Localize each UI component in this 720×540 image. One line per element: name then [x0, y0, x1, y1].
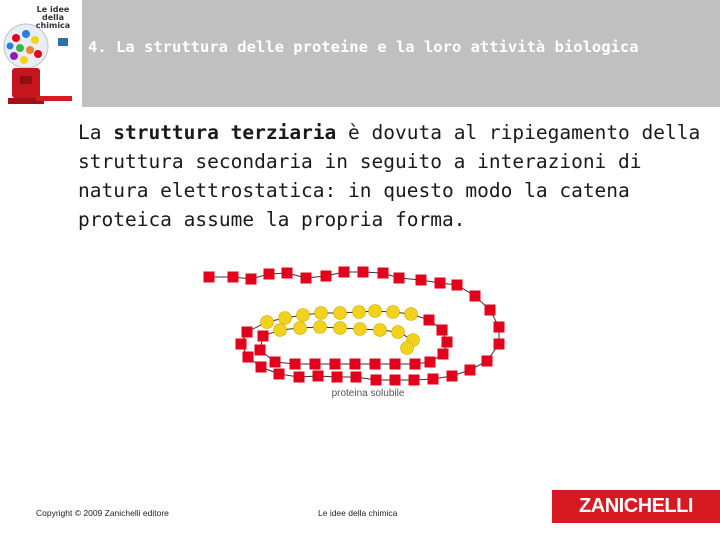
- amino-acid-square: [437, 325, 448, 336]
- amino-acid-circle: [392, 326, 405, 339]
- amino-acid-circle: [387, 306, 400, 319]
- footer-copyright: Copyright © 2009 Zanichelli editore: [36, 508, 169, 518]
- amino-acid-square: [294, 372, 305, 383]
- amino-acid-circle: [279, 312, 292, 325]
- amino-acid-square: [378, 268, 389, 279]
- body-text-bold: struttura terziaria: [113, 121, 337, 144]
- amino-acid-square: [435, 278, 446, 289]
- slide-title: 4. La struttura delle proteine e la loro attività biologica: [88, 38, 639, 56]
- amino-acid-square: [321, 271, 332, 282]
- chain-units: [204, 267, 505, 386]
- amino-acid-circle: [374, 324, 387, 337]
- amino-acid-square: [390, 375, 401, 386]
- amino-acid-circle: [405, 308, 418, 321]
- amino-acid-square: [390, 359, 401, 370]
- amino-acid-circle: [297, 309, 310, 322]
- amino-acid-square: [258, 331, 269, 342]
- amino-acid-square: [264, 269, 275, 280]
- body-paragraph: [78, 118, 708, 234]
- amino-acid-circle: [294, 322, 307, 335]
- amino-acid-square: [242, 327, 253, 338]
- amino-acid-square: [350, 359, 361, 370]
- figure-caption: proteina solubile: [331, 388, 405, 399]
- amino-acid-circle: [369, 305, 382, 318]
- amino-acid-circle: [315, 307, 328, 320]
- book-cover-title-line2: chimica: [35, 21, 71, 30]
- cover-red-band: [36, 96, 72, 101]
- book-cover-title: [28, 6, 78, 30]
- amino-acid-square: [228, 272, 239, 283]
- zanichelli-logo: ZANICHELLI: [552, 490, 720, 523]
- amino-acid-square: [255, 345, 266, 356]
- amino-acid-square: [470, 291, 481, 302]
- amino-acid-circle: [261, 316, 274, 329]
- amino-acid-square: [442, 337, 453, 348]
- amino-acid-square: [243, 352, 254, 363]
- amino-acid-square: [428, 374, 439, 385]
- amino-acid-square: [301, 273, 312, 284]
- amino-acid-circle: [353, 306, 366, 319]
- amino-acid-circle: [314, 321, 327, 334]
- header-bar: [0, 0, 720, 107]
- amino-acid-square: [494, 322, 505, 333]
- amino-acid-square: [494, 339, 505, 350]
- amino-acid-square: [410, 359, 421, 370]
- amino-acid-square: [425, 357, 436, 368]
- amino-acid-square: [447, 371, 458, 382]
- body-text-end: è dovuta al ripiegamento della struttura secondaria in seguito a interazioni di natura elettrostatica: in questo modo la catena proteica assume la propria forma.: [78, 121, 701, 231]
- amino-acid-square: [236, 339, 247, 350]
- amino-acid-square: [358, 267, 369, 278]
- amino-acid-square: [416, 275, 427, 286]
- amino-acid-square: [204, 272, 215, 283]
- amino-acid-square: [290, 359, 301, 370]
- amino-acid-square: [371, 375, 382, 386]
- amino-acid-circle: [334, 307, 347, 320]
- amino-acid-square: [313, 371, 324, 382]
- amino-acid-square: [332, 372, 343, 383]
- amino-acid-square: [370, 359, 381, 370]
- amino-acid-circle: [401, 342, 414, 355]
- amino-acid-square: [274, 369, 285, 380]
- amino-acid-square: [282, 268, 293, 279]
- tertiary-structure-diagram: [190, 262, 510, 392]
- publisher-mark: [58, 38, 68, 46]
- amino-acid-circle: [334, 322, 347, 335]
- amino-acid-square: [409, 375, 420, 386]
- amino-acid-square: [246, 274, 257, 285]
- amino-acid-square: [438, 349, 449, 360]
- amino-acid-square: [330, 359, 341, 370]
- book-cover-image: [0, 0, 82, 107]
- amino-acid-square: [424, 315, 435, 326]
- amino-acid-square: [485, 305, 496, 316]
- amino-acid-square: [394, 273, 405, 284]
- amino-acid-square: [452, 280, 463, 291]
- amino-acid-square: [310, 359, 321, 370]
- amino-acid-circle: [274, 324, 287, 337]
- body-text-start: La: [78, 121, 114, 144]
- book-cover-title-line1: Le idee della: [36, 5, 70, 22]
- amino-acid-square: [465, 365, 476, 376]
- amino-acid-square: [256, 362, 267, 373]
- amino-acid-square: [270, 357, 281, 368]
- amino-acid-square: [339, 267, 350, 278]
- amino-acid-square: [482, 356, 493, 367]
- amino-acid-square: [351, 372, 362, 383]
- amino-acid-circle: [354, 323, 367, 336]
- footer-book-title: Le idee della chimica: [318, 508, 398, 518]
